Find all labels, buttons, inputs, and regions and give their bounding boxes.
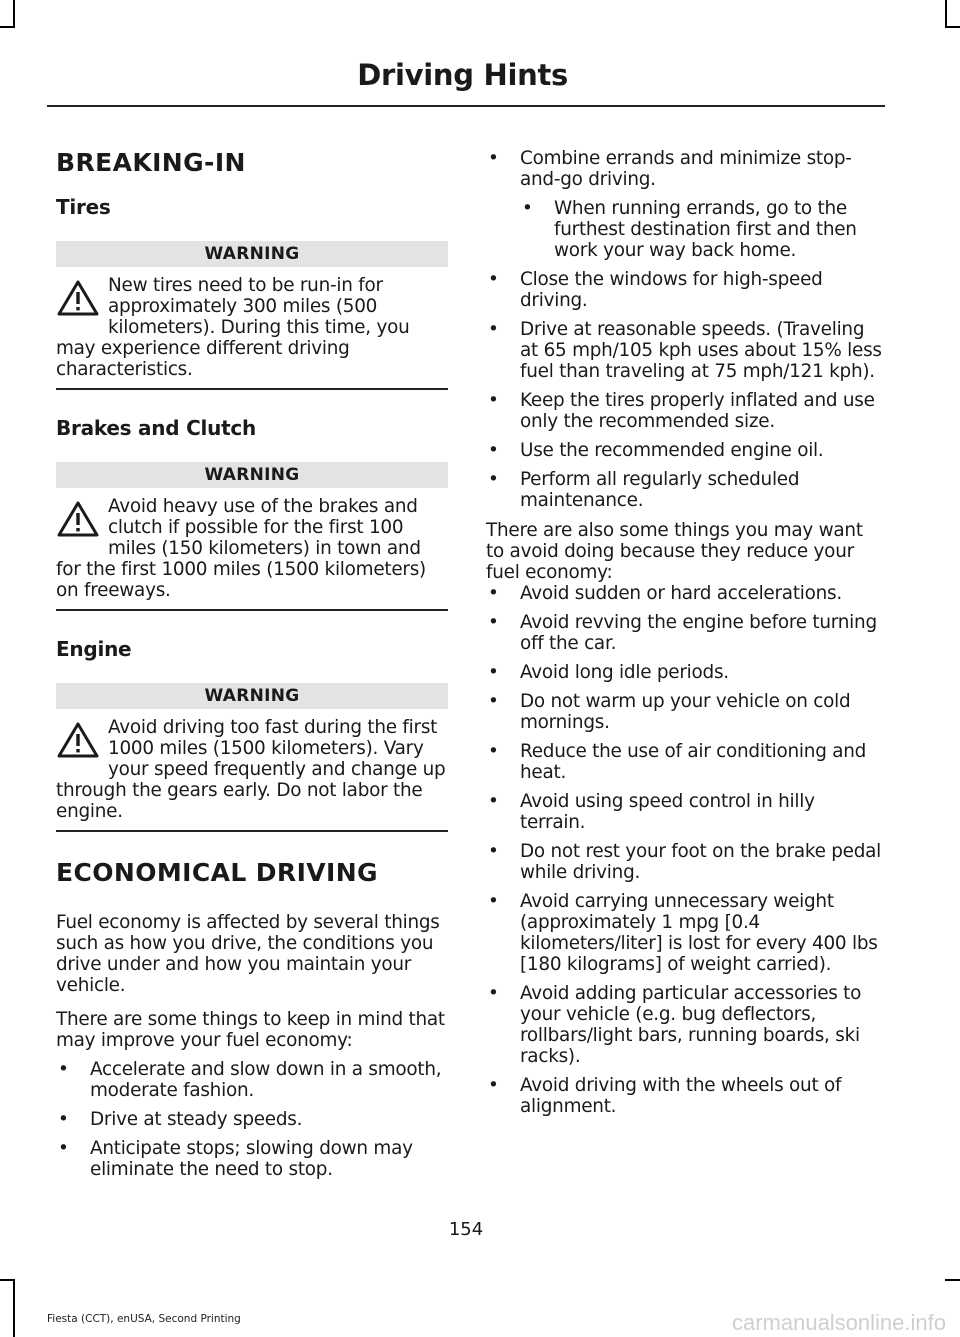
heading-engine: Engine <box>56 637 132 661</box>
warning-label: WARNING <box>56 683 448 709</box>
warning-label: WARNING <box>56 241 448 267</box>
list-item: • Use the recommended engine oil. <box>486 440 882 461</box>
list-item: • Perform all regularly scheduled maintenance. <box>486 469 882 511</box>
warning-text-engine: Avoid driving too fast during the first 1000 miles (1500 kilometers). Vary your speed frequently and change up through the gears early. Do not labor the engine. <box>56 717 446 822</box>
header-rule <box>47 105 885 107</box>
bullet-list <box>486 583 882 1117</box>
warning-triangle-icon <box>56 721 100 759</box>
warning-label: WARNING <box>56 462 448 488</box>
list-item: • Avoid sudden or hard accelerations. <box>486 583 882 604</box>
list-item: • Keep the tires properly inflated and use only the recommended size. <box>486 390 882 432</box>
list-item: • Drive at steady speeds. <box>56 1109 448 1130</box>
warning-text-tires: New tires need to be run-in for approximately 300 miles (500 kilometers). During this time, you may experience different driving characteristics. <box>56 275 410 380</box>
crop-mark <box>945 0 947 27</box>
list-item: • Avoid carrying unnecessary weight (approximately 1 mpg [0.4 kilometers/liter] is lost for every 400 lbs [180 kilograms] of weight carried). <box>486 891 882 975</box>
list-item: • Do not warm up your vehicle on cold mornings. <box>486 691 882 733</box>
warning-text-brakes: Avoid heavy use of the brakes and clutch if possible for the first 100 miles (150 kilometers) in town and for the first 1000 miles (1500 kilometers) on freeways. <box>56 496 426 601</box>
list-item: • Avoid adding particular accessories to your vehicle (e.g. bug deflectors, rollbars/light bars, running boards, ski racks). <box>486 983 882 1067</box>
list-item <box>486 148 882 261</box>
right-column <box>486 148 882 1117</box>
list-item: • Do not rest your foot on the brake pedal while driving. <box>486 841 882 883</box>
page-header-title: Driving Hints <box>357 58 568 92</box>
warning-box-brakes <box>56 462 448 611</box>
list-item: • Avoid using speed control in hilly terrain. <box>486 791 882 833</box>
list-item: • Avoid long idle periods. <box>486 662 882 683</box>
page-number: 154 <box>448 1219 484 1240</box>
crop-mark <box>0 26 15 28</box>
heading-economical-driving: ECONOMICAL DRIVING <box>56 858 378 887</box>
list-item: • Close the windows for high-speed driving. <box>486 269 882 311</box>
list-item: • Accelerate and slow down in a smooth, moderate fashion. <box>56 1059 448 1101</box>
crop-mark <box>0 1279 15 1281</box>
warning-box-tires <box>56 241 448 390</box>
paragraph: Fuel economy is affected by several things such as how you drive, the conditions you drive under and how you maintain your vehicle. <box>56 912 440 996</box>
list-item-text: Combine errands and minimize stop-and-go driving. <box>520 148 852 190</box>
crop-mark <box>13 1279 15 1337</box>
warning-triangle-icon <box>56 500 100 538</box>
bullet-list <box>486 148 882 511</box>
sub-list-item: • When running errands, go to the furthest destination first and then work your way back home. <box>520 198 882 261</box>
list-item: • Avoid driving with the wheels out of alignment. <box>486 1075 882 1117</box>
crop-mark <box>13 0 15 27</box>
bullet-list <box>56 1059 448 1180</box>
list-item: • Reduce the use of air conditioning and heat. <box>486 741 882 783</box>
left-column <box>56 148 448 1180</box>
crop-mark <box>945 26 960 28</box>
list-item: • Anticipate stops; slowing down may eliminate the need to stop. <box>56 1138 448 1180</box>
heading-breaking-in: BREAKING-IN <box>56 148 246 177</box>
heading-brakes-clutch: Brakes and Clutch <box>56 416 256 440</box>
list-item: • Drive at reasonable speeds. (Traveling at 65 mph/105 kph uses about 15% less fuel than traveling at 75 mph/121 kph). <box>486 319 882 382</box>
paragraph: There are also some things you may want to avoid doing because they reduce your fuel economy: <box>486 520 863 583</box>
list-item: • Avoid revving the engine before turning off the car. <box>486 612 882 654</box>
footer-text: Fiesta (CCT), enUSA, Second Printing <box>47 1313 241 1325</box>
heading-tires: Tires <box>56 195 111 219</box>
sub-bullet-list <box>520 198 882 261</box>
warning-box-engine <box>56 683 448 832</box>
crop-mark <box>945 1279 960 1281</box>
warning-triangle-icon <box>56 279 100 317</box>
paragraph: There are some things to keep in mind that may improve your fuel economy: <box>56 1009 445 1051</box>
watermark: carmanualsonline.info <box>731 1310 946 1335</box>
